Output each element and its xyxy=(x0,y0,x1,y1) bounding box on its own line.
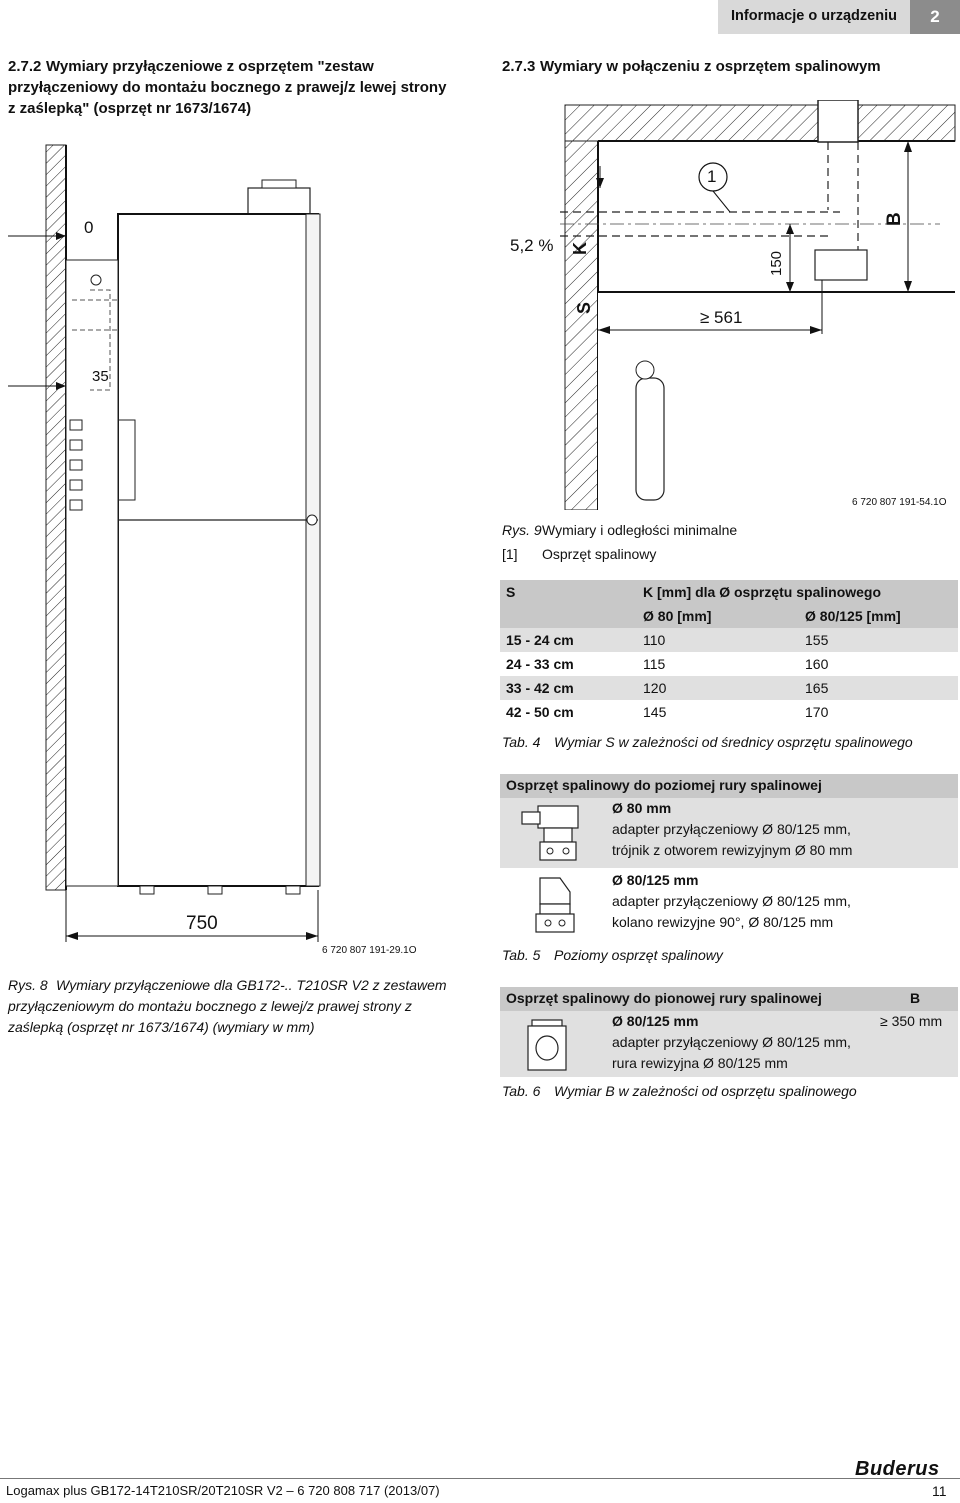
tab4-caption-prefix: Tab. 4 xyxy=(502,734,541,750)
fig9-legend-key: [1] xyxy=(502,546,518,562)
fig9-legend-text: Osprzęt spalinowy xyxy=(542,546,657,562)
fig8-caption xyxy=(8,975,458,1038)
tab5-header: Osprzęt spalinowy do poziomej rury spalinowej xyxy=(506,777,822,793)
tab4-caption xyxy=(502,732,952,753)
left-section-heading xyxy=(8,56,448,119)
tab6-header: Osprzęt spalinowy do pionowej rury spalinowej xyxy=(506,990,822,1006)
tab4-sub2: Ø 80/125 [mm] xyxy=(805,608,901,624)
tab6-item-line2: rura rewizyjna Ø 80/125 mm xyxy=(612,1055,788,1071)
tab4-caption-text: Wymiar S w zależności od średnicy osprzętu spalinowego xyxy=(554,734,913,750)
fig9-code: 6 720 807 191-54.1O xyxy=(852,497,947,508)
tab5-item2-title: Ø 80/125 mm xyxy=(612,872,699,888)
fig9-caption-prefix: Rys. 9 xyxy=(502,522,542,538)
tab5-item1-line2: trójnik z otworem rewizyjnym Ø 80 mm xyxy=(612,842,853,858)
tab6-item-title: Ø 80/125 mm xyxy=(612,1013,699,1029)
dim-label-561: ≥ 561 xyxy=(700,308,743,327)
page-number: 11 xyxy=(932,1483,947,1499)
footer-document-id: Logamax plus GB172-14T210SR/20T210SR V2 – 6 720 808 717 (2013/07) xyxy=(6,1483,440,1498)
dim-label-b: B xyxy=(884,212,905,226)
table-row: 33 - 42 cm 120 165 xyxy=(500,676,958,700)
table-row: 42 - 50 cm 145 170 xyxy=(500,700,958,724)
tab4-col-k: K [mm] dla Ø osprzętu spalinowego xyxy=(643,584,882,600)
fig9-caption-text: Wymiary i odległości minimalne xyxy=(542,522,738,538)
tab6-item-line1: adapter przyłączeniowy Ø 80/125 mm, xyxy=(612,1034,851,1050)
inspection-pipe-icon xyxy=(518,1016,578,1074)
tab5-caption-text: Poziomy osprzęt spalinowy xyxy=(554,947,723,963)
left-section-number: 2.7.2 xyxy=(8,58,42,75)
tab5-item1-line1: adapter przyłączeniowy Ø 80/125 mm, xyxy=(612,821,851,837)
elbow-fitting-icon xyxy=(518,874,588,936)
table-row: 24 - 33 cm 115 160 xyxy=(500,652,958,676)
fig8-caption-prefix: Rys. 8 xyxy=(8,977,48,993)
dim-label-750: 750 xyxy=(186,913,218,934)
tab5-caption xyxy=(502,945,952,966)
footer-divider xyxy=(0,1478,960,1479)
left-section-title: Wymiary przyłączeniowe z osprzętem "zestaw przyłączeniowy do montażu bocznego z prawej/z lewej strony z zaślepką" (osprzęt nr 1673/1674) xyxy=(8,58,447,117)
table-4 xyxy=(500,580,958,724)
right-section-number: 2.7.3 xyxy=(502,58,536,75)
slope-label: 5,2 % xyxy=(510,236,554,255)
right-section-heading xyxy=(502,56,942,77)
figure-8-drawing xyxy=(0,130,480,970)
tab5-item2-line2: kolano rewizyjne 90°, Ø 80/125 mm xyxy=(612,914,834,930)
figure-9-drawing xyxy=(500,100,960,510)
dim-label-s: S xyxy=(574,301,594,314)
fig8-code: 6 720 807 191-29.1O xyxy=(322,945,417,956)
table-row: 15 - 24 cm 110 155 xyxy=(500,628,958,652)
header-chapter-number: 2 xyxy=(910,0,960,34)
tab4-sub1: Ø 80 [mm] xyxy=(643,608,712,624)
tab6-b-value: ≥ 350 mm xyxy=(880,1013,943,1029)
tab5-caption-prefix: Tab. 5 xyxy=(502,947,541,963)
tab5-item2-line1: adapter przyłączeniowy Ø 80/125 mm, xyxy=(612,893,851,909)
brand-logo: Buderus xyxy=(855,1458,940,1480)
boiler-body xyxy=(118,214,318,886)
callout-1-label: 1 xyxy=(707,167,717,186)
tab5-item1-title: Ø 80 mm xyxy=(612,800,672,816)
tab6-caption-text: Wymiar B w zależności od osprzętu spalinowego xyxy=(554,1083,857,1099)
tab6-header-b: B xyxy=(910,990,921,1006)
fig9-legend xyxy=(502,546,952,562)
tee-fitting-icon xyxy=(518,804,588,864)
header-section-title: Informacje o urządzeniu xyxy=(731,8,897,24)
fig8-caption-text: Wymiary przyłączeniowe dla GB172-.. T210SR V2 z zestawem przyłączeniowym do montażu bocznego z lewej/z prawej strony z zaślepką (osprzęt nr 1673/1674) (wymiary w mm) xyxy=(8,977,447,1035)
wall-hatch xyxy=(46,145,66,890)
dim-label-0: 0 xyxy=(84,218,94,237)
tab4-col-s: S xyxy=(506,584,516,600)
tab6-caption-prefix: Tab. 6 xyxy=(502,1083,541,1099)
right-section-title: Wymiary w połączeniu z osprzętem spalinowym xyxy=(540,58,881,75)
fig9-caption xyxy=(502,520,952,541)
dim-label-150: 150 xyxy=(768,250,785,276)
dim-label-35: 35 xyxy=(92,368,109,385)
tab6-caption xyxy=(502,1081,952,1102)
dim-label-k: K xyxy=(570,242,590,255)
